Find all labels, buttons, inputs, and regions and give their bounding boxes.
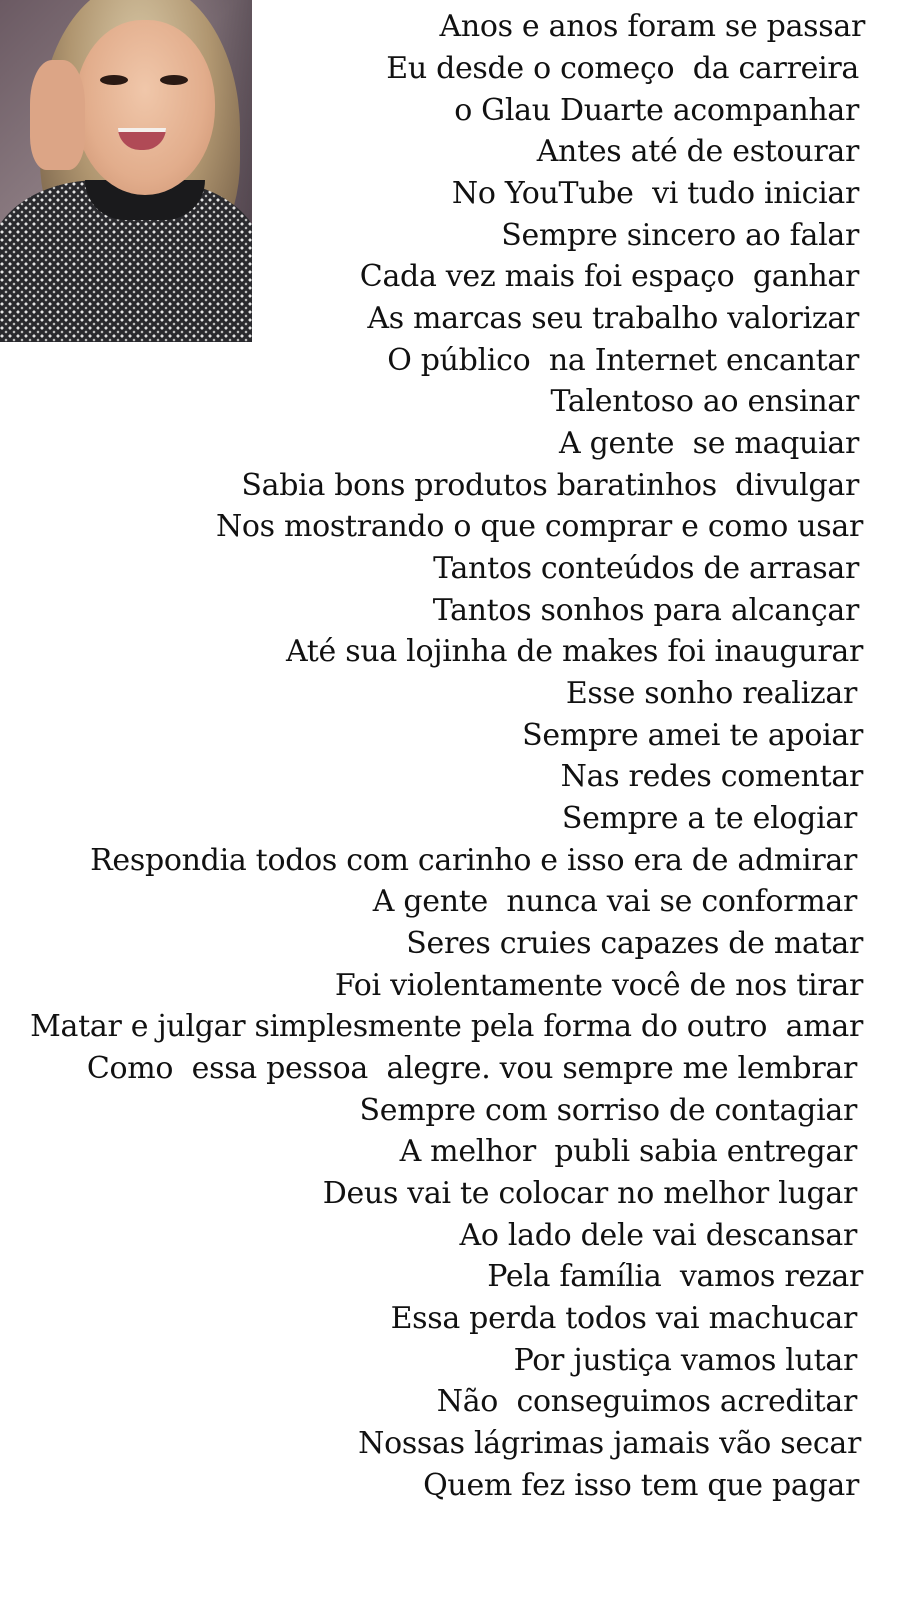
- portrait-photo: [0, 0, 252, 342]
- poem-line: Nos mostrando o que comprar e como usar: [215, 509, 863, 544]
- poem-line: Seres cruies capazes de matar: [406, 926, 863, 961]
- poem-line: Tantos sonhos para alcançar: [432, 593, 859, 628]
- poem-line: Tantos conteúdos de arrasar: [433, 551, 859, 586]
- poem-line: Sabia bons produtos baratinhos divulgar: [241, 468, 859, 503]
- poem-line: Sempre sincero ao falar: [501, 218, 859, 253]
- photo-eye-right: [160, 75, 188, 85]
- photo-eye-left: [100, 75, 128, 85]
- poem-line: o Glau Duarte acompanhar: [454, 93, 859, 128]
- poem-line: Foi violentamente você de nos tirar: [334, 968, 863, 1003]
- poem-line: Pela família vamos rezar: [487, 1259, 863, 1294]
- poem-line: Talentoso ao ensinar: [550, 384, 859, 419]
- poem-line: A gente se maquiar: [558, 426, 859, 461]
- poem-line: Antes até de estourar: [536, 134, 859, 169]
- poem-line: Deus vai te colocar no melhor lugar: [322, 1176, 857, 1211]
- poem-line: Eu desde o começo da carreira: [386, 51, 859, 86]
- poem-line: Nas redes comentar: [560, 759, 863, 794]
- poem-line: Nossas lágrimas jamais vão secar: [358, 1426, 861, 1461]
- poem-line: Matar e julgar simplesmente pela forma do outro amar: [30, 1009, 863, 1044]
- poem-line: Sempre a te elogiar: [561, 801, 857, 836]
- photo-hand: [30, 60, 85, 170]
- poem-line: Até sua lojinha de makes foi inaugurar: [285, 634, 863, 669]
- poem-line: O público na Internet encantar: [387, 343, 859, 378]
- poem-line: Ao lado dele vai descansar: [459, 1218, 857, 1253]
- poem-line: Sempre com sorriso de contagiar: [359, 1093, 857, 1128]
- poem-line: Essa perda todos vai machucar: [390, 1301, 857, 1336]
- poem-line: A melhor publi sabia entregar: [399, 1134, 857, 1169]
- poem-line: Como essa pessoa alegre. vou sempre me lembrar: [86, 1051, 857, 1086]
- poem-line: Cada vez mais foi espaço ganhar: [359, 259, 859, 294]
- poem-line: Não conseguimos acreditar: [436, 1384, 857, 1419]
- poem-line: A gente nunca vai se conformar: [372, 884, 857, 919]
- poem-line: As marcas seu trabalho valorizar: [367, 301, 859, 336]
- poem-line: Por justiça vamos lutar: [513, 1343, 857, 1378]
- poem-line: No YouTube vi tudo iniciar: [451, 176, 859, 211]
- poem-line: Anos e anos foram se passar: [439, 9, 865, 44]
- poem-line: Respondia todos com carinho e isso era de admirar: [90, 843, 857, 878]
- poem-line: Sempre amei te apoiar: [522, 718, 863, 753]
- poem-line: Esse sonho realizar: [565, 676, 857, 711]
- poem-line: Quem fez isso tem que pagar: [423, 1468, 859, 1503]
- photo-face: [75, 20, 215, 195]
